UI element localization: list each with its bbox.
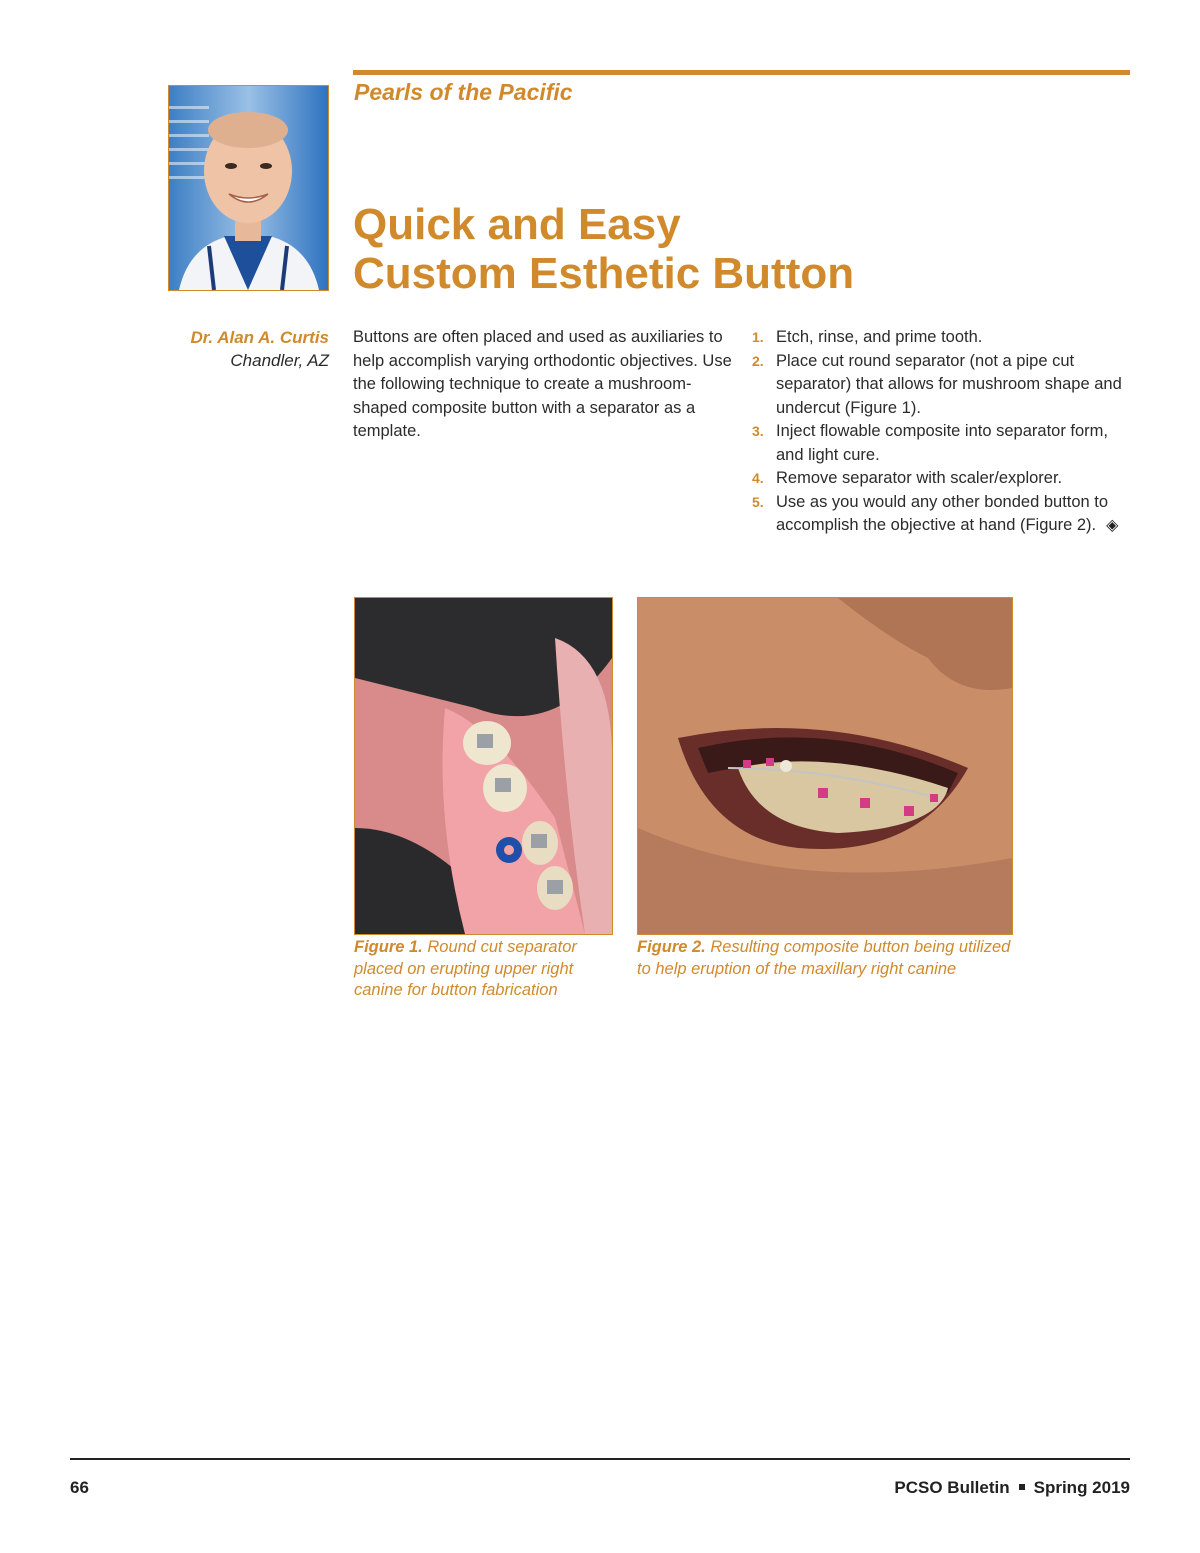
step-number: 4. (752, 470, 764, 486)
figure-1-photo (354, 597, 613, 935)
list-item (752, 350, 1132, 421)
author-photo (168, 85, 329, 291)
author-location: Chandler, AZ (230, 351, 329, 370)
title-line-2: Custom Esthetic Button (353, 249, 855, 298)
step-number: 1. (752, 329, 764, 345)
figure-2-photo (637, 597, 1013, 935)
figure-2-label: Figure 2. (637, 938, 706, 956)
figure-1-caption (354, 937, 614, 1002)
intro-paragraph: Buttons are often placed and used as auxiliaries to help accomplish varying orthodontic objectives. Use the following technique to create a mushroom-shaped composite button with a separator as a template. (353, 328, 732, 440)
author-byline (150, 326, 329, 372)
technique-steps (752, 326, 1132, 538)
step-text: Place cut round separator (not a pipe cut separator) that allows for mushroom shape and undercut (Figure 1). (776, 351, 1122, 417)
issue-date: Spring 2019 (1033, 1478, 1130, 1497)
figure-1-label: Figure 1. (354, 938, 423, 956)
page-number: 66 (70, 1478, 89, 1497)
section-rule (353, 70, 1130, 75)
step-number: 2. (752, 352, 764, 369)
step-text: Inject flowable composite into separator form, and light cure. (776, 422, 1108, 464)
step-number: 5. (752, 493, 764, 510)
list-item (752, 420, 1132, 467)
figure-2-caption (637, 937, 1011, 980)
step-text: Etch, rinse, and prime tooth. (776, 328, 983, 346)
author-name: Dr. Alan A. Curtis (190, 328, 329, 347)
list-item (752, 467, 1132, 491)
publication-footer (894, 1478, 1130, 1498)
list-item (752, 326, 1132, 350)
footer-rule (70, 1458, 1130, 1460)
figure-1-caption-text: Round cut separator placed on erupting upper right canine for button fabrication (354, 938, 577, 999)
figure-2-caption-text: Resulting composite button being utilized to help eruption of the maxillary right canine (637, 938, 1011, 978)
title-line-1: Quick and Easy (353, 200, 681, 249)
publication-name: PCSO Bulletin (894, 1478, 1010, 1497)
step-text: Use as you would any other bonded button to accomplish the objective at hand (Figure 2). (776, 492, 1109, 534)
end-of-article-icon: ◈ (1106, 517, 1119, 534)
step-number: 3. (752, 423, 764, 439)
step-text: Remove separator with scaler/explorer. (776, 469, 1063, 487)
article-title (353, 200, 1130, 298)
separator-icon (1019, 1484, 1025, 1490)
list-item (752, 491, 1132, 538)
section-title: Pearls of the Pacific (354, 79, 573, 105)
